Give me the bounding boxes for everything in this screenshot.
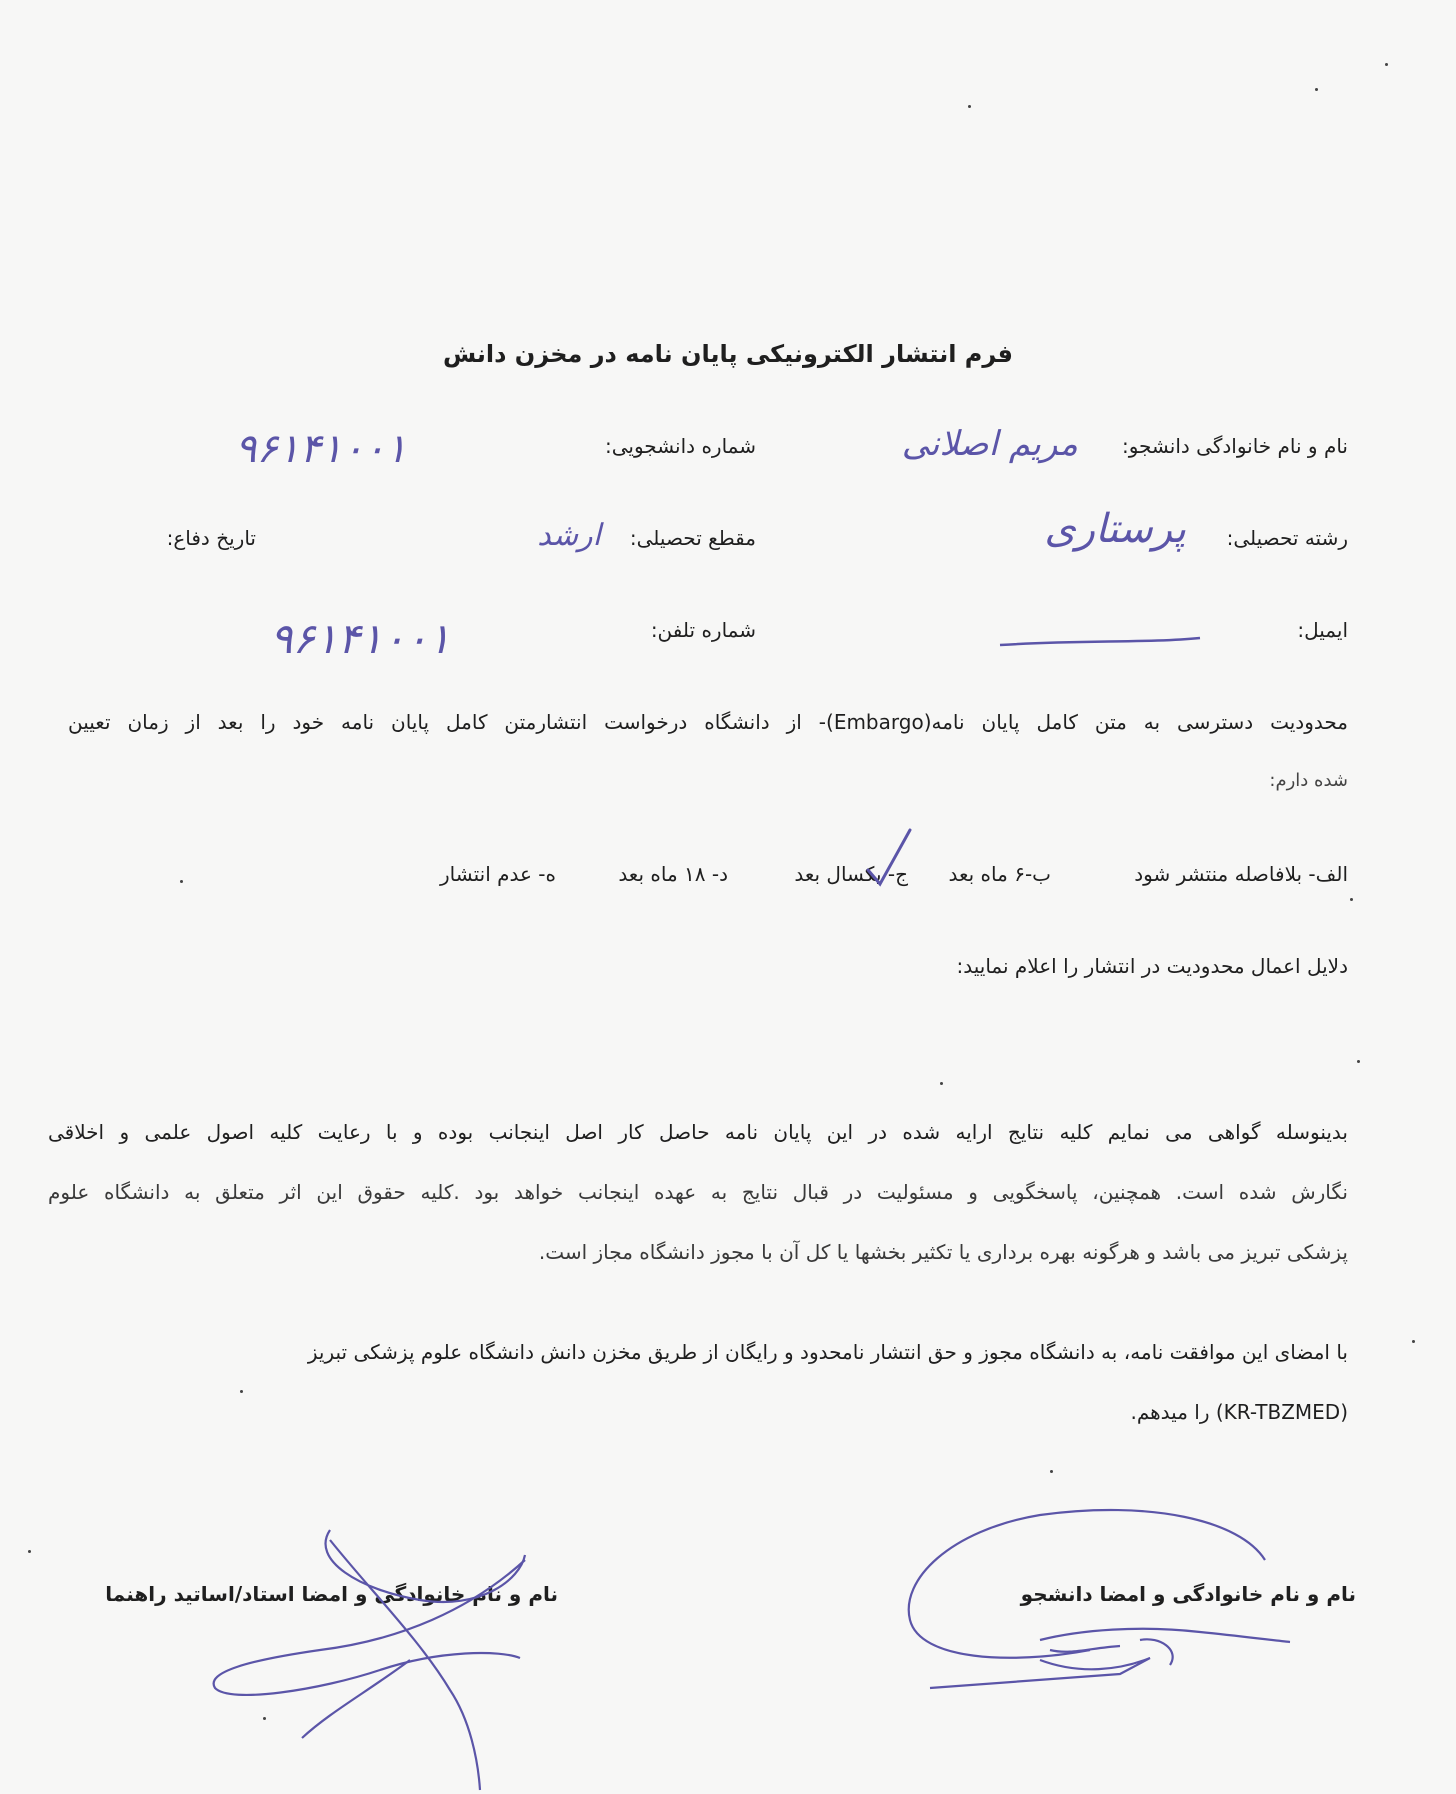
embargo-option-18-months[interactable]: د- ۱۸ ماه بعد — [618, 862, 728, 886]
supervisor-signature-icon — [214, 1530, 525, 1790]
student-number-label: شماره دانشجویی: — [605, 434, 756, 458]
consent-line2: (KR-TBZMED) را میدهم. — [1130, 1400, 1348, 1424]
scan-speck — [968, 105, 971, 108]
degree-value: ارشد — [537, 518, 601, 553]
scan-speck — [1357, 1060, 1360, 1063]
scan-speck — [180, 880, 183, 883]
email-label: ایمیل: — [1297, 618, 1348, 642]
scan-speck — [940, 1082, 943, 1085]
student-signature-label: نام و نام خانوادگی و امضا دانشجو — [1020, 1582, 1356, 1606]
embargo-option-immediate[interactable]: الف- بلافاصله منتشر شود — [1134, 862, 1348, 886]
embargo-intro-line2: شده دارم: — [1269, 770, 1348, 791]
scan-speck — [1350, 898, 1353, 901]
checkmark-icon — [868, 830, 910, 884]
email-underline — [1000, 638, 1200, 645]
form-title: فرم انتشار الکترونیکی پایان نامه در مخزن دانش — [442, 340, 1014, 368]
degree-label: مقطع تحصیلی: — [629, 526, 756, 550]
major-value: پرستاری — [1044, 506, 1186, 552]
defense-date-label: تاریخ دفاع: — [166, 526, 256, 550]
declaration-line1: بدینوسله گواهی می نمایم کلیه نتایج ارایه شده در این پایان نامه حاصل کار اصل اینجانب بوده و با رعایت کلیه اصول علمی و اخلاقی — [48, 1120, 1348, 1144]
embargo-option-no-publish[interactable]: ه- عدم انتشار — [440, 862, 556, 886]
student-name-label: نام و نام خانوادگی دانشجو: — [1121, 434, 1348, 458]
student-signature-icon — [909, 1510, 1290, 1688]
supervisor-signature-label: نام و نام خانوادگی و امضا استاد/اساتید راهنما — [105, 1582, 558, 1606]
embargo-option-6-months[interactable]: ب-۶ ماه بعد — [948, 862, 1051, 886]
scan-speck — [28, 1550, 31, 1553]
scan-speck — [263, 1717, 266, 1720]
declaration-line2: نگارش شده است. همچنین، پاسخگویی و مسئولیت در قبال نتایج به عهده اینجانب خواهد بود .کلیه حقوق این اثر متعلق به دانشگاه علوم — [48, 1180, 1348, 1204]
phone-value: ۹۶۱۴۱۰۰۱ — [270, 614, 451, 663]
scan-speck — [1385, 63, 1388, 66]
declaration-line3: پزشکی تبریز می باشد و هرگونه بهره برداری یا تکثیر بخشها یا کل آن با مجوز دانشگاه مجاز است. — [538, 1240, 1348, 1264]
consent-line1: با امضای این موافقت نامه، به دانشگاه مجوز و حق انتشار نامحدود و رایگان از طریق مخزن دانش دانشگاه علوم پزشکی تبریز — [307, 1340, 1348, 1364]
scan-speck — [1412, 1340, 1415, 1343]
scan-speck — [1315, 88, 1318, 91]
scan-speck — [240, 1390, 243, 1393]
student-name-value: مریم اصلانی — [901, 424, 1078, 464]
embargo-intro-line1: محدودیت دسترسی به متن کامل پایان نامه(Embargo)- از دانشگاه درخواست انتشارمتن کامل پایان نامه خود را بعد از زمان تعیین — [68, 710, 1348, 734]
embargo-option-1-year[interactable]: ج- یکسال بعد — [794, 862, 908, 886]
phone-label: شماره تلفن: — [650, 618, 756, 642]
embargo-reason-line: دلایل اعمال محدودیت در انتشار را اعلام نمایید: — [956, 954, 1348, 978]
student-number-value: ۹۶۱۴۱۰۰۱ — [235, 426, 407, 472]
major-label: رشته تحصیلی: — [1226, 526, 1348, 550]
scan-speck — [1050, 1470, 1053, 1473]
